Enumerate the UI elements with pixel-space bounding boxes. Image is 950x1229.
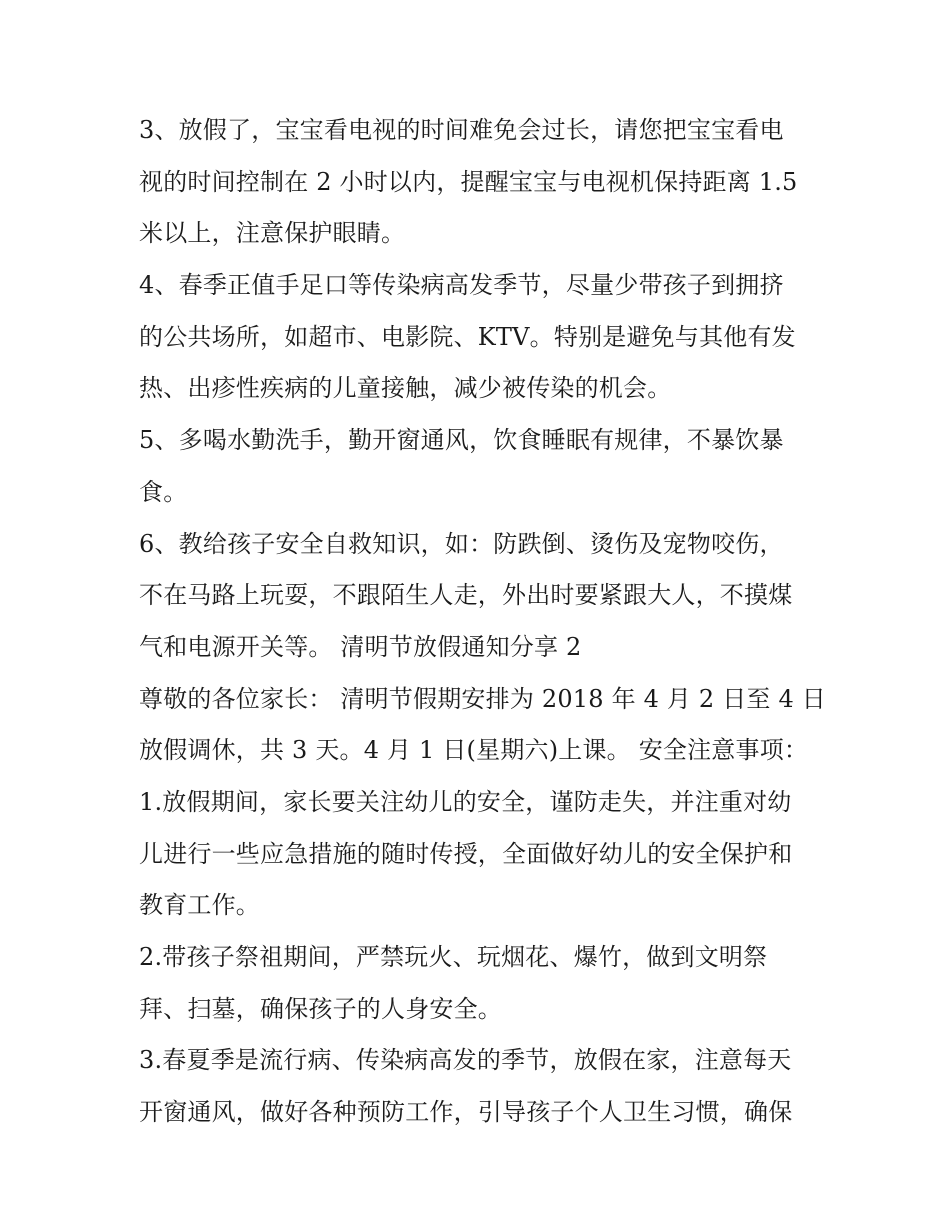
- text-line: 的公共场所，如超市、电影院、KTV。特别是避免与其他有发: [139, 322, 796, 351]
- text-line: 6、教给孩子安全自救知识，如：防跌倒、烫伤及宠物咬伤，: [139, 529, 784, 558]
- text-line: 教育工作。: [139, 891, 260, 920]
- text-line: 尊敬的各位家长： 清明节假期安排为 2018 年 4 月 2 日至 4 日: [139, 684, 826, 713]
- text-line: 食。: [139, 477, 188, 506]
- text-line: 开窗通风，做好各种预防工作，引导孩子个人卫生习惯，确保: [139, 1098, 793, 1127]
- text-line: 气和电源开关等。 清明节放假通知分享 2: [139, 632, 582, 661]
- text-line: 米以上，注意保护眼睛。: [139, 219, 406, 248]
- text-line: 视的时间控制在 2 小时以内，提醒宝宝与电视机保持距离 1.5: [139, 167, 798, 196]
- text-line: 4、春季正值手足口等传染病高发季节，尽量少带孩子到拥挤: [139, 271, 784, 300]
- text-line: 3.春夏季是流行病、传染病高发的季节，放假在家，注意每天: [139, 1046, 792, 1075]
- text-line: 3、放假了，宝宝看电视的时间难免会过长，请您把宝宝看电: [139, 116, 784, 144]
- text-line: 儿进行一些应急措施的随时传授，全面做好幼儿的安全保护和: [139, 839, 793, 868]
- text-line: 2.带孩子祭祖期间，严禁玩火、玩烟花、爆竹，做到文明祭: [139, 943, 768, 971]
- text-line: 1.放假期间，家长要关注幼儿的安全，谨防走失，并注重对幼: [139, 787, 792, 816]
- text-line: 热、出疹性疾病的儿童接触，减少被传染的机会。: [139, 374, 672, 403]
- text-line: 拜、扫墓，确保孩子的人身安全。: [139, 994, 502, 1023]
- document-body: [139, 105, 829, 1139]
- text-line: 不在马路上玩耍，不跟陌生人走，外出时要紧跟大人，不摸煤: [139, 581, 793, 610]
- text-line: 放假调休，共 3 天。4 月 1 日(星期六)上课。 安全注意事项：: [139, 736, 809, 765]
- text-line: 5、多喝水勤洗手，勤开窗通风，饮食睡眠有规律，不暴饮暴: [139, 426, 784, 455]
